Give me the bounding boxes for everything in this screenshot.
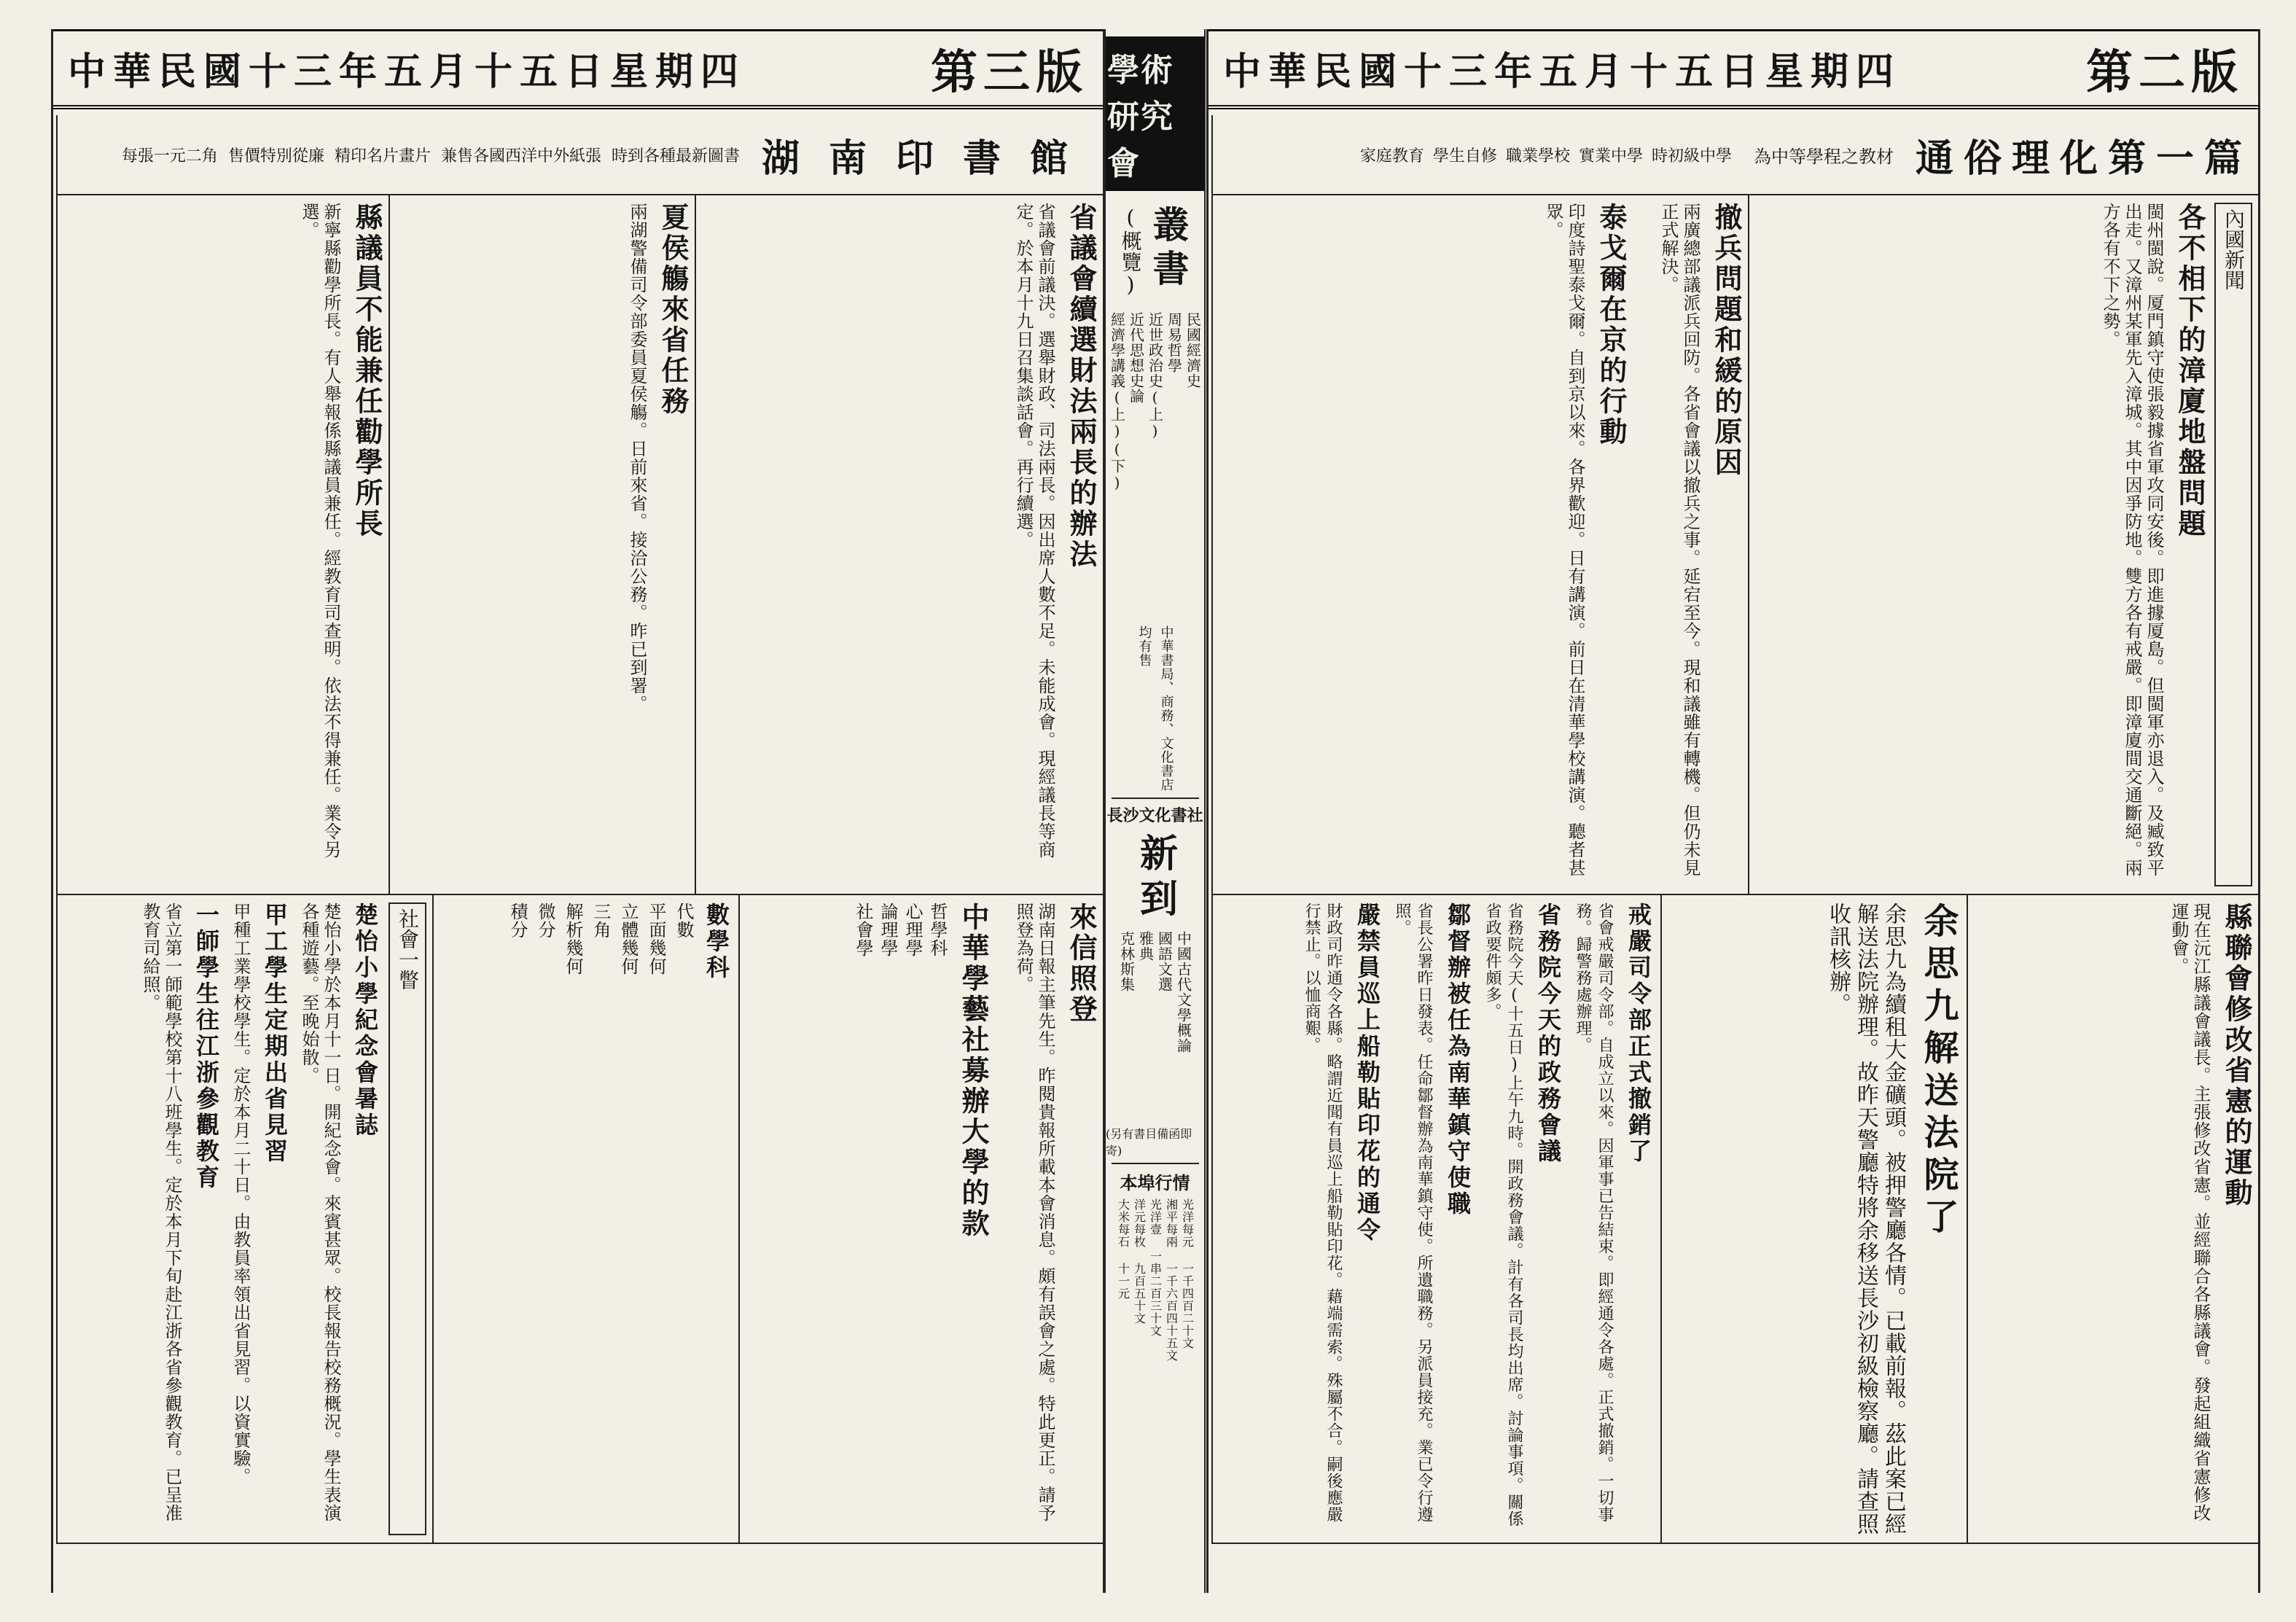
publisher-note: 中華書局、商務、文化書店均有售 — [1136, 625, 1174, 792]
press-item: 時到各種最新圖書 — [611, 147, 740, 165]
price-item: 光洋壹 一串二百三十文 — [1148, 1198, 1163, 1337]
book-item: 近世政治史(上) — [1146, 312, 1164, 440]
article-title: 鄒督辦被任為南華鎮守使職 — [1444, 902, 1472, 1217]
article-title: 余思九解送法院了 — [1918, 902, 1959, 1241]
series-note: 實業中學 — [1578, 147, 1643, 165]
article-title: 戒嚴司令部正式撤銷了 — [1625, 902, 1652, 1165]
society-title: 學術研究會 — [1106, 36, 1204, 191]
article-text: 財政司昨通令各縣。略謂近聞有員巡上船勒貼印花。藉端需索。殊屬不合。嗣後應嚴行禁止。以恤商艱。 — [1303, 902, 1343, 1523]
article-title: 省務院今天的政務會議 — [1534, 902, 1562, 1165]
course-item: 解析幾何 — [563, 902, 583, 975]
article-title: 一師學生往江浙參觀教育 — [192, 902, 220, 1191]
book-item: 近代思想史論 — [1127, 312, 1145, 404]
course-item: 微分 — [535, 902, 555, 939]
price-item: 光洋每元 一千四百二十文 — [1180, 1198, 1195, 1349]
course-title: 數學科 — [703, 902, 730, 981]
series-heading — [1120, 206, 1191, 297]
book-item: 民國經濟史 — [1184, 312, 1202, 389]
press-items — [122, 144, 740, 166]
page-two-date: 中華民國十三年五月十五日星期四 — [1223, 50, 1902, 94]
masthead — [1104, 29, 1206, 1593]
price-list — [1116, 1198, 1195, 1366]
article-text: 甲種工業學校學生。定於本月二十日。由教員率領出省見習。以資實驗。 — [230, 902, 251, 1486]
series-note: 學生自修 — [1432, 147, 1497, 165]
article-letter — [738, 895, 1103, 1544]
article-text: 省長公署昨日發表。任命鄒督辦為南華鎮守使。所遺職務。另派員接充。業已令行遵照。 — [1393, 902, 1433, 1523]
price-item: 洋元每枚 九百五十文 — [1132, 1198, 1147, 1325]
course-item: 積分 — [507, 902, 528, 939]
article-text: 省議會前議決。選舉財政、司法兩長。因出席人數不足。未能成會。現經議長等商定。於本月十九日召集談話會。再行續選。 — [1013, 203, 1055, 859]
press-banner — [56, 115, 1103, 195]
new-book: 中國古代文學概論 — [1174, 931, 1192, 1053]
article-text: 兩湖警備司令部委員夏侯觴。日前來省。接洽公務。昨已到署。 — [627, 203, 647, 713]
article-title: 來信照登 — [1065, 902, 1098, 1025]
series-note: 職業學校 — [1505, 147, 1570, 165]
new-arrivals-note: (另有書目備函即寄) — [1106, 1127, 1192, 1158]
page-two-label: 第二版 — [2086, 44, 2244, 100]
press-item: 精印名片畫片 — [334, 147, 431, 165]
department: 社會學 — [853, 902, 873, 957]
book-item: 經濟學講義(上)(下) — [1108, 312, 1126, 492]
article-text: 省會戒嚴司令部。自成立以來。因軍事已告結束。即經通令各處。正式撤銷。一切事務。歸警務處辦理。 — [1574, 902, 1614, 1523]
page-three-header — [53, 29, 1103, 109]
article-title: 泰戈爾在京的行動 — [1595, 203, 1628, 448]
page-two-body — [1208, 115, 2258, 1593]
article-withdrawal — [1211, 195, 1748, 895]
course-item: 代數 — [673, 902, 694, 939]
article-text: 湖南日報主筆先生。昨閱貴報所載本會消息。頗有誤會之處。特此更正。請予照登為荷。 — [1013, 902, 1055, 1522]
article-text: 閩州閩說。厦門鎮守使張毅據省軍攻同安後。即進據厦島。但閩軍亦退入。及臧致平出走。又漳州某軍先入漳城。其中因爭防地。雙方各有戒嚴。即漳廈間交通斷絕。兩方各有不下之勢。 — [2100, 203, 2164, 877]
article-text: 省立第一師範學校第十八班學生。定於本月下旬赴江浙各省參觀教育。已呈准教育司給照。 — [140, 902, 182, 1522]
page-two — [1206, 29, 2260, 1593]
social-tag: 社會一瞥 — [388, 902, 426, 1535]
article-text: 省務院今天(十五日)上午九時。開政務會議。計有各司長均出席。討論事項。關係省政要件頗多。 — [1483, 902, 1523, 1527]
series-banner — [1211, 115, 2258, 195]
article-title: 省議會續選財法兩長的辦法 — [1065, 203, 1098, 570]
series-note: 時初級中學 — [1651, 147, 1732, 165]
social-section — [56, 895, 432, 1544]
domestic-news-tag: 內國新聞 — [2214, 203, 2252, 886]
department: 心理學 — [902, 902, 923, 957]
department: 哲學科 — [927, 902, 948, 957]
book-item: 周易哲學 — [1165, 312, 1183, 373]
press-title: 湖南印書館 — [761, 136, 1097, 181]
article-misc — [1211, 895, 1660, 1544]
article-county-constitution — [1967, 895, 2258, 1544]
page-three-label: 第三版 — [931, 44, 1088, 100]
book-series-title: 叢書 — [1147, 206, 1190, 293]
course-item: 立體幾何 — [618, 902, 639, 975]
page-three-date: 中華民國十三年五月十五日星期四 — [68, 50, 746, 94]
article-yusi — [1660, 895, 1967, 1544]
new-book: 克林斯集 — [1117, 931, 1136, 992]
article-text: 印度詩聖泰戈爾。自到京以來。各界歡迎。日有講演。前日在清華學校講演。聽者甚眾。 — [1543, 203, 1585, 877]
article-text: 余思九為續租大金礦頭。被押警廳各情。已載前報。茲此案已經解送法院辦理。故昨天警廳特將余移送長沙初級檢察廳。請查照收訊核辦。 — [1825, 902, 1906, 1535]
course-item: 平面幾何 — [646, 902, 666, 975]
course-item: 三角 — [590, 902, 611, 939]
article-text: 楚怡小學於本月十一日。開紀念會。來賓甚眾。校長報告校務概況。學生表演各種遊藝。至晚始散。 — [299, 902, 341, 1522]
article-zhangxiamen — [1748, 195, 2258, 895]
page-two-header — [1208, 29, 2258, 109]
series-side: 為中等學程之教材 — [1753, 146, 1894, 167]
press-item: 每張一元二角 — [121, 147, 218, 165]
department-list — [852, 902, 948, 1535]
article-title: 嚴禁員巡上船勒貼印花的通令 — [1354, 902, 1381, 1244]
press-item: 售價特別從廉 — [227, 147, 324, 165]
book-list — [1109, 312, 1201, 618]
price-item: 大米每石 十一元 — [1116, 1198, 1131, 1300]
article-title: 各不相下的漳廈地盤問題 — [2174, 203, 2206, 539]
article-title: 中華學藝社募辦大學的款 — [957, 902, 990, 1239]
series-title: 通俗理化第一篇 — [1915, 136, 2252, 181]
page-three-body — [53, 115, 1103, 1593]
new-arrivals-house: 長沙文化書社 — [1106, 806, 1203, 825]
article-title: 縣議員不能兼任勸學所長 — [351, 203, 383, 539]
article-election-law — [695, 195, 1103, 895]
department: 論理學 — [878, 902, 898, 957]
new-book: 雅典 — [1136, 931, 1155, 962]
press-item: 兼售各國西洋中外紙張 — [440, 147, 601, 165]
article-title: 夏侯觴來省任務 — [657, 203, 690, 417]
article-xiahou — [388, 195, 695, 895]
article-title: 甲工學生定期出省見習 — [261, 902, 289, 1165]
article-text: 新寧縣勸學所長。有人舉報係縣議員兼任。經教育司查明。依法不得兼任。業令另選。 — [299, 203, 341, 859]
new-arrivals-list — [1119, 931, 1192, 1120]
series-note: 家庭教育 — [1359, 147, 1424, 165]
article-title: 縣聯會修改省憲的運動 — [2220, 902, 2253, 1209]
page-three — [51, 29, 1105, 1593]
article-text: 兩廣總部議派兵回防。各省會議以撤兵之事。延宕至今。現和議雖有轉機。但仍未見正式解決。 — [1658, 203, 1700, 877]
price-list-title: 本埠行情 — [1120, 1172, 1190, 1193]
article-text: 現在沅江縣議會議長。主張修改省憲。並經聯合各縣議會。發起組織省憲修改運動會。 — [2168, 902, 2211, 1522]
price-item: 湘平每兩 一千六百四十五文 — [1164, 1198, 1179, 1362]
article-county-head — [56, 195, 388, 895]
new-book: 國語文選 — [1155, 931, 1174, 992]
article-title: 楚怡小學紀念會暑誌 — [351, 902, 379, 1139]
book-series-sub: (概覽) — [1118, 206, 1143, 297]
new-arrivals-title: 新到 — [1133, 833, 1178, 924]
course-list — [432, 895, 738, 1544]
article-title: 撤兵問題和緩的原因 — [1710, 203, 1743, 478]
series-notes — [1360, 144, 1732, 166]
